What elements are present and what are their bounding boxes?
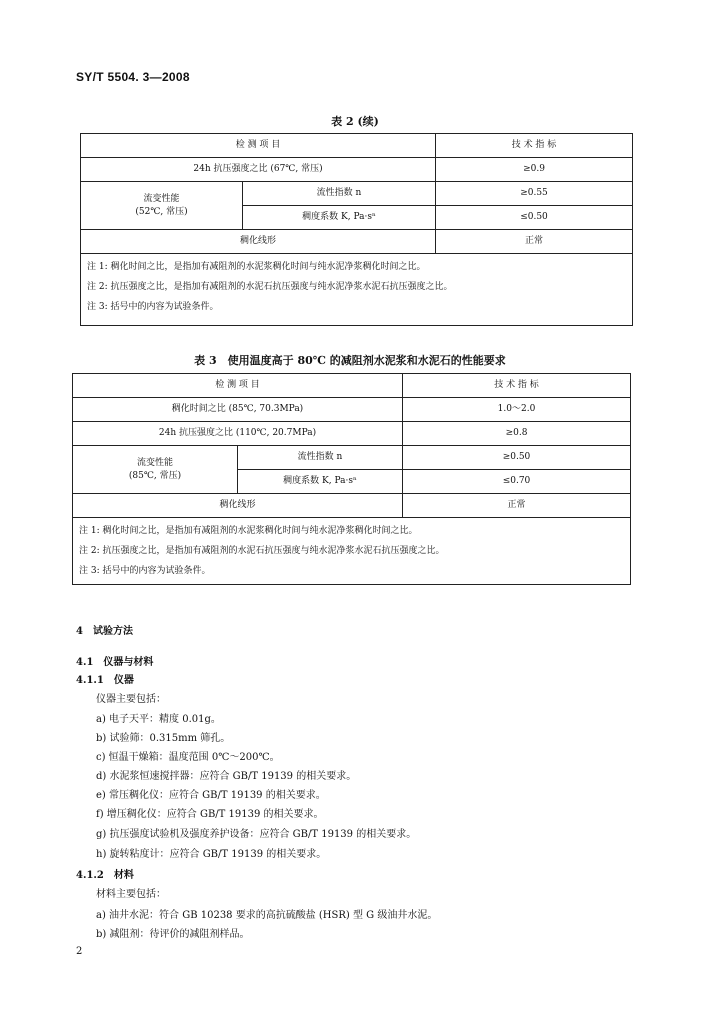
- table2-strength-label: 24h 抗压强度之比 (67℃, 常压): [81, 158, 436, 182]
- table3-caption: 表 3 使用温度高于 80℃ 的减阻剂水泥浆和水泥石的性能要求: [194, 354, 506, 367]
- table2-note: 注 2: 抗压强度之比，是指加有减阻剂的水泥石抗压强度与纯水泥净浆水泥石抗压强度之比。: [87, 282, 453, 292]
- section-4-heading: 4 试验方法: [76, 626, 133, 637]
- table2-header-item: 检 测 项 目: [81, 134, 436, 158]
- table2-note: 注 1: 稠化时间之比，是指加有减阻剂的水泥浆稠化时间与纯水泥净浆稠化时间之比。: [87, 262, 426, 272]
- table2-rheology-label: 流变性能: [143, 193, 180, 204]
- table2-flow-index-label: 流性指数 n: [243, 182, 436, 206]
- table2-note: 注 3: 括号中的内容为试验条件。: [87, 302, 219, 312]
- table3-flow-index-label: 流性指数 n: [238, 446, 403, 470]
- instrument-item: c) 恒温干燥箱：温度范围 0℃～200℃。: [96, 752, 280, 763]
- table3-notes: [73, 518, 631, 585]
- table3-header-item: 检 测 项 目: [73, 374, 403, 398]
- instrument-item: a) 电子天平：精度 0.01g。: [96, 714, 221, 725]
- table2: [80, 133, 633, 326]
- material-item: b) 减阻剂：待评价的减阻剂样品。: [96, 929, 250, 940]
- table3-time-label: 稠化时间之比 (85℃, 70.3MPa): [73, 398, 403, 422]
- page-number: 2: [76, 946, 83, 957]
- table3-flow-index-value: ≥0.50: [403, 446, 631, 470]
- table2-consistency-value: ≤0.50: [436, 206, 633, 230]
- table3-header-spec: 技 术 指 标: [403, 374, 631, 398]
- instrument-item: f) 增压稠化仪：应符合 GB/T 19139 的相关要求。: [96, 809, 324, 820]
- table2-rheology-cell: [81, 182, 243, 230]
- instruments-intro: 仪器主要包括：: [96, 694, 166, 705]
- table2-strength-value: ≥0.9: [436, 158, 633, 182]
- table3-note: 注 3: 括号中的内容为试验条件。: [79, 566, 211, 576]
- table2-rheology-condition: (52℃, 常压): [135, 206, 188, 217]
- table2-thickening-value: 正常: [436, 230, 633, 254]
- table2-flow-index-value: ≥0.55: [436, 182, 633, 206]
- table3-time-value: 1.0～2.0: [403, 398, 631, 422]
- instrument-item: b) 试验筛：0.315mm 筛孔。: [96, 733, 231, 744]
- material-item: a) 油井水泥：符合 GB 10238 要求的高抗硫酸盐 (HSR) 型 G 级油井水泥。: [96, 910, 438, 921]
- table2-header-spec: 技 术 指 标: [436, 134, 633, 158]
- table3: [72, 373, 631, 585]
- document-id: SY/T 5504. 3—2008: [76, 70, 190, 84]
- table3-rheology-condition: (85℃, 常压): [128, 470, 182, 481]
- instrument-item: h) 旋转粘度计：应符合 GB/T 19139 的相关要求。: [96, 849, 327, 860]
- table2-notes: [81, 254, 633, 326]
- table2-thickening-label: 稠化线形: [81, 230, 436, 254]
- table3-note: 注 1: 稠化时间之比，是指加有减阻剂的水泥浆稠化时间与纯水泥净浆稠化时间之比。: [79, 526, 418, 536]
- table2-caption: 表 2 (续): [331, 115, 379, 128]
- table3-rheology-cell: [73, 446, 238, 494]
- table3-thickening-value: 正常: [403, 494, 631, 518]
- section-4-1-heading: 4.1 仪器与材料: [76, 657, 154, 668]
- table2-consistency-label: 稠度系数 K, Pa·sⁿ: [243, 206, 436, 230]
- table3-strength-value: ≥0.8: [403, 422, 631, 446]
- instrument-item: e) 常压稠化仪：应符合 GB/T 19139 的相关要求。: [96, 790, 326, 801]
- table3-thickening-label: 稠化线形: [73, 494, 403, 518]
- table3-consistency-value: ≤0.70: [403, 470, 631, 494]
- instrument-item: g) 抗压强度试验机及强度养护设备：应符合 GB/T 19139 的相关要求。: [96, 829, 417, 840]
- table3-rheology-label: 流变性能: [136, 457, 173, 468]
- table3-consistency-label: 稠度系数 K, Pa·sⁿ: [238, 470, 403, 494]
- section-4-1-1-heading: 4.1.1 仪器: [76, 675, 134, 686]
- materials-intro: 材料主要包括：: [96, 889, 166, 900]
- instrument-item: d) 水泥浆恒速搅拌器：应符合 GB/T 19139 的相关要求。: [96, 771, 357, 782]
- table3-note: 注 2: 抗压强度之比，是指加有减阻剂的水泥石抗压强度与纯水泥净浆水泥石抗压强度之比。: [79, 546, 445, 556]
- section-4-1-2-heading: 4.1.2 材料: [76, 870, 134, 881]
- table3-strength-label: 24h 抗压强度之比 (110℃, 20.7MPa): [73, 422, 403, 446]
